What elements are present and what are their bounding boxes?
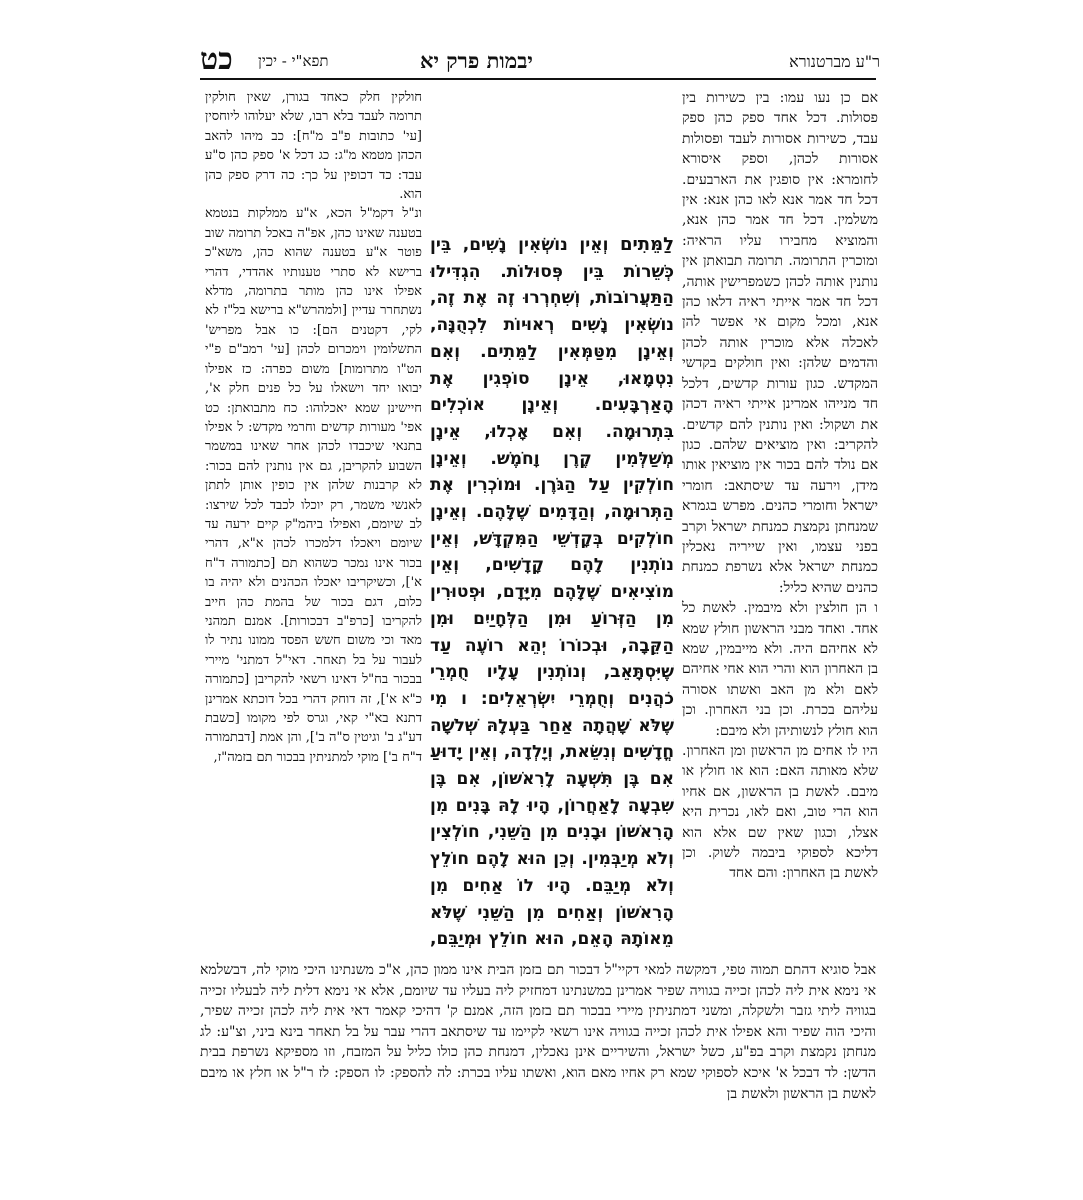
bartenura-paragraph-2: ו הן חולצין ולא מיבמין. לאשת כל אחד. ואחד מבני הראשון חולץ שמא לא אחיהם היה. ולא מייבמין, שמא בן האחרון הוא והרי הוא אחי אחיהם לאם ולא מן האב ואשתו אסורה עליהם בכרת. וכן בני האחרון. וכן הוא חולץ לנשותיהן ולא מיבם:	[682, 600, 878, 739]
bottom-commentary	[200, 960, 876, 1110]
bottom-commentary-text: אבל סוגיא דהתם תמוה טפי, דמקשה למאי דקיי"ל דבכור תם בזמן הבית אינו ממון כהן, א"כ משנתינו היכי מוקי לה, דבשלמא אי נימא אית ליה לכהן זכייה בגוויה שפיר אמרינן במשנתינו דמחזיק ליה בעליו עד שיומם, אלא אי נימא דלית ליה לבעליו זכייה בגוויה ליתי גזבר ולשקלה, ומשני דמתניתין מיירי בבכור תם בזמן הזה, אמנם ק' דהיכי קאמר דאי אית ליה לכהן זכייה שפיר, והיכי הוה שפיר והא אפילו אית לכהן זכייה בגוויה אינו רשאי לקיימו עד שיסתאב דהרי עבר על בל תאחר בינא ביני, וצ"ע: לג מנחתן נקמצת וקרב בפ"ע, כשל ישראל, והשיריים אינן נאכלין, דמנחת כהן כולו כליל על המזבח, וזו מספיקא נשרפת בבית הדשן: לד דבכל א' איכא לספוקי שמא רק אחיו מאם הוא, ואשתו עליו בכרת: לה להספק: לו הספק: לז ר"ל או חלץ או מיבם לאשת בן הראשון ולאשת בן	[200, 962, 876, 1102]
page-number: כט	[200, 42, 233, 77]
tosafot-body-paragraph: ונ"ל דקמ"ל הכא, א"ע ממלקות בנטמא בטענה שאינו כהן, אפ"ה באכל תרומה שוב פוטר א"ע בטענה שהוא כהן, משא"כ ברישא לא סתרי טענותיו אהדדי, דהרי אפילו אינו כהן מותר בתרומה, מדלא נשתחרר עדיין [ולמהרש"א ברישא בל"ז לא לקי, דקטנים הם]: כו אבל מפריש' התשלומין וימכרום לכהן [עי' רמב"ם פ"י הט"ו מתרומות] משום כפרה: כז אפילו יבואו יחד וישאלו על כל פנים חלק א', חיישינן שמא יאכלוהו: כח מתבואתן: כט אפי' מעורות קדשים וחרמי מקדש: ל אפילו בתנאי שיכבדו לכהן אחר שאינו במשמר השבוע להקריבן, גם אין נותנין להם בכור: לא קרבנות שלהן אין כופין אותן לתתן לאנשי משמר, רק יוכלו לכבד לכל שירצו: לב שיומם, ואפילו ביהמ"ק קיים ירעה עד שיומם ויאכלו דלמכרו לכהן א"א, דהרי בכור אינו נמכר כשהוא תם [כתמורה ד"ח א'], וכשיקריבו יאכלו הכהנים ולא יהיה בו כלום, דגם בכור של בהמת כהן חייב להקריבו [כרפ"ב דבכורות]. אמנם תמהני מאד וכי משום חשש הפסד ממונו נתיר לו לעבור על בל תאחר. דאי"ל דמתני' מיירי בבכור בח"ל דאינו רשאי להקריבן [כתמורה כ"א א'], זה דוחק דהרי בכל דוכתא אמרינן דתנא בא"י קאי, וגרס לפי מקומו [כשבת דע"ג ב' וגיטין ס"ה ב'], והן אמת [דבתמורה ד"ח ב'] מוקי למתניתין בבכור תם בזמה"ז,	[205, 206, 422, 765]
mishnah-head-word: לַמֵּתִים	[619, 234, 674, 255]
mishnah-text	[430, 232, 674, 950]
commentary-label-right: ר"ע מברטנורא	[789, 52, 880, 71]
bartenura-paragraph-1: אם כן נעו עמו: בין כשירות בין פסולות. דכל אחד ספק כהן ספק עבד, כשירות אסורות לעבד ופסולות אסורות לכהן, וספק איסורא לחומרא: אין סופגין את הארבעים. דכל חד אמר אנא לאו כהן אנא: אין משלמין. דכל חד אמר כהן אנא, והמוציא מחבירו עליו הראיה: ומוכרין התרומה. תרומה תבואתן אין נותנין אותה לכהן כשמפרישין אותה, דכל חד אמר אייתי ראיה דלאו כהן אנא, ומכל מקום אי אפשר להן לאכלה אלא מוכרין אותה לכהן והדמים שלהן: ואין חולקים בקדשי המקדש. כגון עורות קדשים, דלכל חד מנייהו אמרינן אייתי ראיה דכהן את ושקול: ואין נותנין להם קדשים. להקריב: ואין מוציאים שלהם. כגון אם נולד להם בכור אין מוציאין אותו מידן, וירעה עד שיסתאב: חומרי ישראל וחומרי כהנים. מפרש בגמרא שמנחתן נקמצת כמנחת ישראל וקרב בפני עצמו, ואין שייריה נאכלין כמנחת ישראל אלא נשרפת כמנחת כהנים שהיא כליל:	[682, 90, 878, 596]
mishnah-column	[430, 232, 674, 950]
bartenura-column	[682, 88, 878, 943]
bartenura-paragraph-3: היו לו אחים מן הראשון ומן האחרון. שלא מאותה האם: הוא או חולץ או מיבם. לאשת בן הראשון, אם אחיו הוא הרי טוב, ואם לאו, נכרית היא אצלו, וכגון שאין שם אלא הוא דליכא לספוקי ביבמה לשוק. וכן לאשת בן האחרון: והם אחד	[682, 743, 878, 882]
tosafot-top-paragraph: חולקין חלק כאחד בגורן, שאין חולקין תרומה לעבד בלא רבו, שלא יעלוהו ליוחסין [עי' כתובות פ"ב מ"ח]: כב מיהו להאב הכהן מטמא מ"ג: כג דכל א' ספק כהן ס"ע עבד: כד דכופין על כך: כה דרק ספק כהן הוא.	[205, 90, 422, 203]
commentary-label-left: תפא"י - יכין	[258, 52, 329, 70]
tosafot-yom-tov-column	[205, 88, 422, 943]
tractate-title: יבמות פרק יא	[420, 48, 533, 73]
mishnah-body: וְאֵין נוֹשְׂאִין נָשִׁים, בֵּין כְּשֵׁרוֹת בֵּין פְּסוּלוֹת. הִגְדִּילוּ הַתַּעֲרוֹבוֹת, וְשִׁחְרְרוּ זֶה אֶת זֶה, נוֹשְׂאִין נָשִׁים רְאוּיוֹת לִכְהֻנָּה, וְאֵינָן מִטַּמְּאִין לַמֵּתִים. וְאִם נִטְמָאוּ, אֵינָן סוֹפְגִין אֶת הָאַרְבָּעִים. וְאֵינָן אוֹכְלִים בִּתְרוּמָה. וְאִם אָכְלוּ, אֵינָן מְשַׁלְּמִין קֶרֶן וָחֹמֶשׁ. וְאֵינָן חוֹלְקִין עַל הַגֹּרֶן. וּמוֹכְרִין אֶת הַתְּרוּמָה, וְהַדָּמִים שֶׁלָּהֶם. וְאֵינָן חוֹלְקִים בְּקָדְשֵׁי הַמִּקְדָּשׁ, וְאֵין נוֹתְנִין לָהֶם קָדָשִׁים, וְאֵין מוֹצִיאִים שֶׁלָּהֶם מִיָּדָם, וּפְטוּרִין מִן הַזְּרוֹעַ וּמִן הַלְּחָיַיִם וּמִן הַקֵּבָה, וּבְכוֹרוֹ יְהֵא רוֹעֶה עַד שֶׁיִּסְתָּאֵב, וְנוֹתְנִין עָלָיו חֻמְרֵי כֹהֲנִים וְחֻמְרֵי יִשְׂרְאֵלִים: ו מִי שֶׁלֹּא שָׁהֲתָה אַחַר בַּעְלָהּ שְׁלֹשָׁה חֳדָשִׁים וְנִשֵּׂאת, וְיָלְדָה, וְאֵין יָדוּעַ אִם בֶּן תִּשְׁעָה לָרִאשׁוֹן, אִם בֶּן שִׁבְעָה לָאַחֲרוֹן, הָיוּ לָהּ בָּנִים מִן הָרִאשׁוֹן וּבָנִים מִן הַשֵּׁנִי, חוֹלְצִין וְלֹא מְיַבְּמִין. וְכֵן הוּא לָהֶם חוֹלֵץ וְלֹא מְיַבֵּם. הָיוּ לוֹ אַחִים מִן הָרִאשׁוֹן וְאַחִים מִן הַשֵּׁנִי שֶׁלֹּא מֵאוֹתָהּ הָאֵם, הוּא חוֹלֵץ וּמְיַבֵּם,	[430, 235, 674, 950]
header-rule	[200, 78, 876, 80]
page-header	[200, 42, 880, 76]
